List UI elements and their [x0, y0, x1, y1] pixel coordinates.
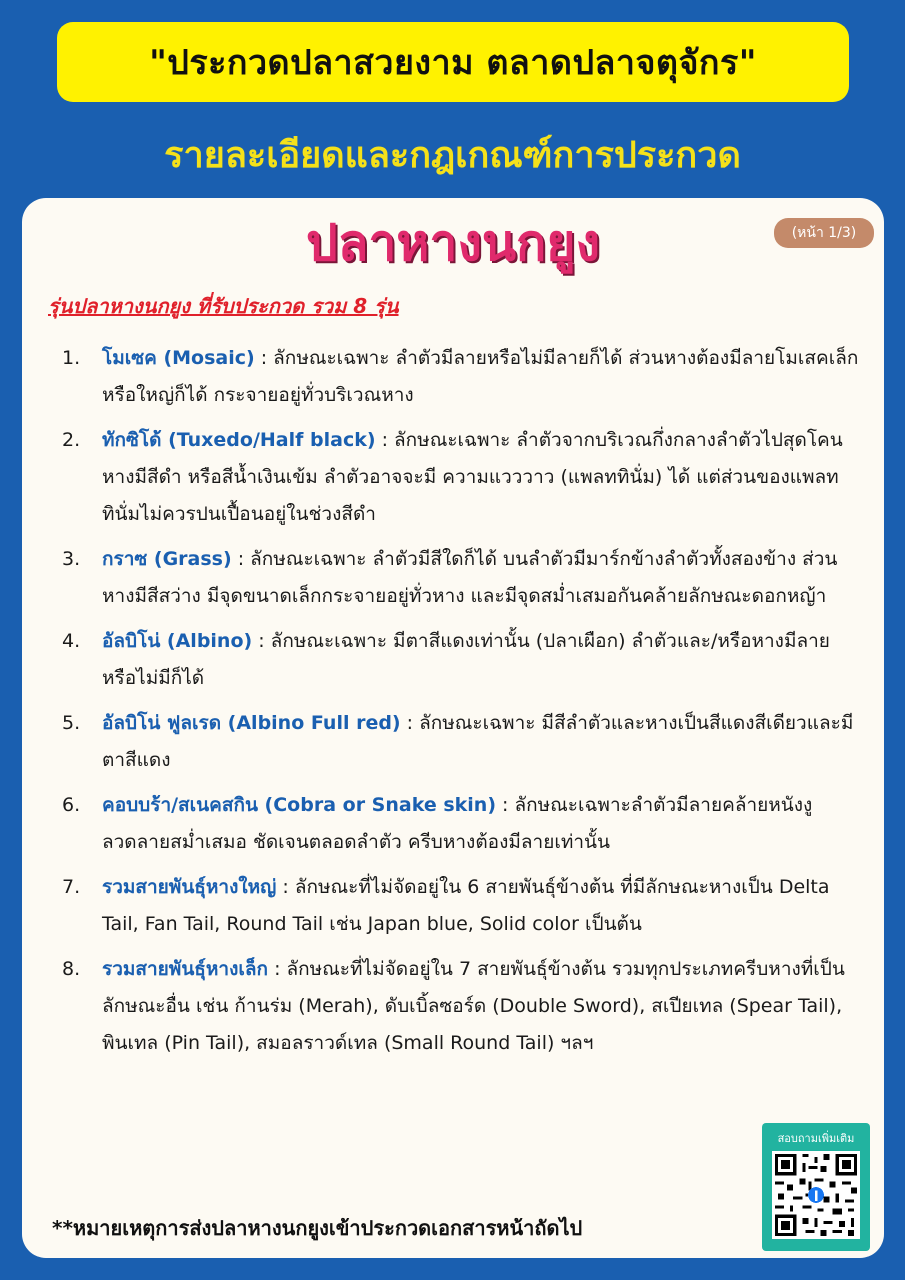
item-description: : ลักษณะเฉพาะ ลำตัวมีสีใดก็ได้ บนลำตัวมีมาร์กข้างลำตัวทั้งสองข้าง ส่วนหางมีสีสว่าง มีจุดขนาดเล็กกระจายอยู่ทั่วหาง และมีจุดสม่ำเสมอกันคล้ายลักษณะดอกหญ้า	[102, 548, 838, 607]
section-heading: รุ่นปลาหางนกยูง ที่รับประกวด รวม 8 รุ่น	[48, 294, 399, 318]
breed-list	[62, 340, 862, 1070]
item-description: : ลักษณะเฉพาะ มีตาสีแดงเท่านั้น (ปลาเผือก) ลำตัวและ/หรือหางมีลายหรือไม่มีก็ได้	[102, 630, 830, 689]
title-banner	[57, 22, 849, 102]
item-name: โมเซค (Mosaic)	[102, 347, 255, 369]
item-number: 5.	[62, 712, 81, 734]
item-description: : ลักษณะที่ไม่จัดอยู่ใน 6 สายพันธุ์ข้างต้น ที่มีลักษณะหางเป็น Delta Tail, Fan Tail, Round Tail เช่น Japan blue, Solid color เป็นต้น	[102, 876, 830, 935]
item-description: : ลักษณะที่ไม่จัดอยู่ใน 7 สายพันธุ์ข้างต้น รวมทุกประเภทครีบหางที่เป็นลักษณะอื่น เช่น ก้านร่ม (Merah), ดับเบิ้ลซอร์ด (Double Sword), สเปียเทล (Spear Tail), พินเทล (Pin Tail), สมอลราวด์เทล (Small Round Tail) ฯลฯ	[102, 958, 845, 1054]
item-name: รวมสายพันธุ์หางใหญ่	[102, 876, 277, 898]
qr-panel[interactable]	[762, 1123, 870, 1251]
item-number: 6.	[62, 794, 81, 816]
list-item	[62, 787, 862, 861]
list-item	[62, 951, 862, 1062]
page-badge: (หน้า 1/3)	[774, 218, 874, 248]
page-subtitle: รายละเอียดและกฎเกณฑ์การประกวด	[164, 135, 741, 176]
item-name: รวมสายพันธุ์หางเล็ก	[102, 958, 269, 980]
item-number: 3.	[62, 548, 81, 570]
item-name: กราซ (Grass)	[102, 548, 232, 570]
item-description: : ลักษณะเฉพาะ มีสีลำตัวและหางเป็นสีแดงสีเดียวและมีตาสีแดง	[102, 712, 854, 771]
item-number: 8.	[62, 958, 81, 980]
list-item	[62, 422, 862, 533]
item-number: 4.	[62, 630, 81, 652]
item-name: ทักซิโด้ (Tuxedo/Half black)	[102, 429, 376, 451]
qr-code-icon[interactable]	[772, 1151, 860, 1239]
list-item	[62, 340, 862, 414]
item-description: : ลักษณะเฉพาะลำตัวมีลายคล้ายหนังงู ลวดลายสม่ำเสมอ ชัดเจนตลอดลำตัว ครีบหางต้องมีลายเท่านั้น	[102, 794, 813, 853]
qr-label: สอบถามเพิ่มเติม	[777, 1132, 855, 1145]
card-heading: ปลาหางนกยูง	[305, 214, 601, 272]
item-name: อัลบิโน่ (Albino)	[102, 630, 253, 652]
list-item	[62, 623, 862, 697]
item-name: คอบบร้า/สเนคสกิน (Cobra or Snake skin)	[102, 794, 496, 816]
item-description: : ลักษณะเฉพาะ ลำตัวมีลายหรือไม่มีลายก็ได้ ส่วนหางต้องมีลายโมเสคเล็กหรือใหญ่ก็ได้ กระจายอยู่ทั่วบริเวณหาง	[102, 347, 859, 406]
content-card	[22, 198, 884, 1258]
banner-title: "ประกวดปลาสวยงาม ตลาดปลาจตุจักร"	[149, 43, 757, 83]
item-number: 1.	[62, 347, 81, 369]
item-number: 7.	[62, 876, 81, 898]
footnote: **หมายเหตุการส่งปลาหางนกยูงเข้าประกวดเอกสารหน้าถัดไป	[52, 1216, 583, 1240]
item-description: : ลักษณะเฉพาะ ลำตัวจากบริเวณกึ่งกลางลำตัวไปสุดโคนหางมีสีดำ หรือสีน้ำเงินเข้ม ลำตัวอาจจะมี ความแวววาว (แพลททินั่ม) ได้ แต่ส่วนของแพลททินั่มไม่ควรปนเปื้อนอยู่ในช่วงสีดำ	[102, 429, 843, 525]
item-number: 2.	[62, 429, 81, 451]
list-item	[62, 869, 862, 943]
list-item	[62, 541, 862, 615]
item-name: อัลบิโน่ ฟูลเรด (Albino Full red)	[102, 712, 401, 734]
list-item	[62, 705, 862, 779]
